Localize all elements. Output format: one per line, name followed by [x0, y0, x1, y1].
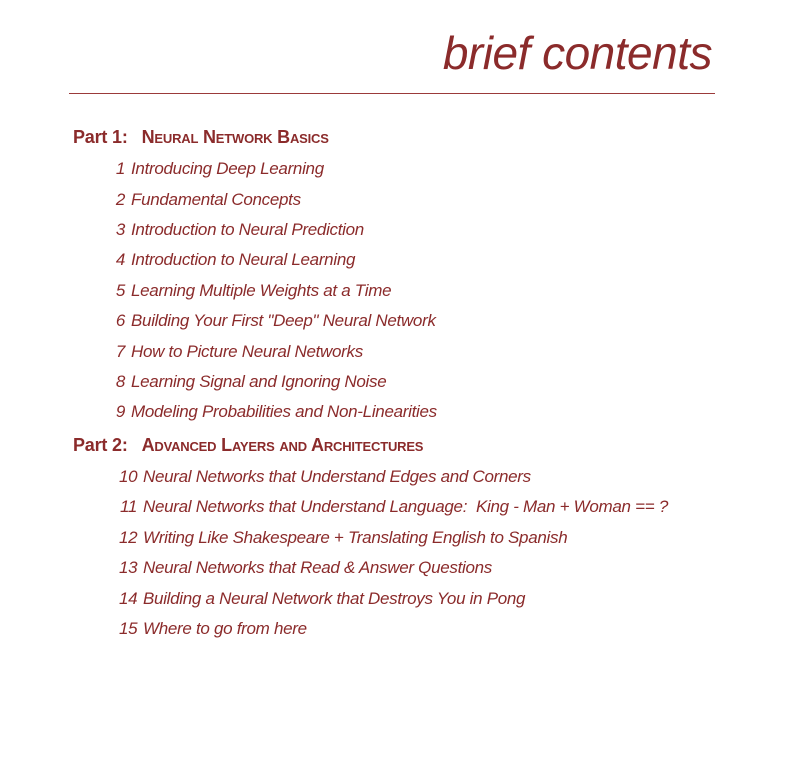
chapter-item: [119, 498, 668, 515]
chapter-item: [115, 312, 436, 329]
chapter-title: Learning Multiple Weights at a Time: [131, 281, 392, 300]
part-label: Part 2:: [73, 435, 128, 455]
chapter-title: Introducing Deep Learning: [131, 159, 324, 178]
chapter-item: [115, 251, 355, 268]
chapter-item: [115, 160, 324, 177]
chapter-item: [115, 373, 386, 390]
chapter-number: 13: [119, 558, 138, 577]
chapter-title: Fundamental Concepts: [131, 190, 301, 209]
chapter-number: 3: [115, 220, 125, 239]
chapter-item: [119, 468, 531, 485]
chapter-number: 8: [115, 372, 125, 391]
part-name: Advanced Layers and Architectures: [141, 435, 424, 455]
chapter-item: [115, 191, 301, 208]
chapter-title: Building a Neural Network that Destroys You in Pong: [143, 589, 526, 608]
chapter-number: 4: [115, 250, 125, 269]
chapter-number: 12: [119, 528, 138, 547]
chapter-number: 11: [119, 497, 137, 516]
chapter-item: [115, 221, 364, 238]
part-label: Part 1:: [73, 127, 128, 147]
chapter-number: 7: [115, 342, 125, 361]
chapter-item: [115, 343, 363, 360]
chapter-number: 14: [119, 589, 138, 608]
chapter-item: [115, 282, 391, 299]
chapter-title: Building Your First "Deep" Neural Network: [131, 311, 436, 330]
chapter-title: Modeling Probabilities and Non-Linearities: [131, 402, 437, 421]
chapter-title: Writing Like Shakespeare + Translating English to Spanish: [143, 528, 568, 547]
chapter-number: 10: [119, 467, 138, 486]
chapter-title: How to Picture Neural Networks: [131, 342, 363, 361]
page-title: brief contents: [442, 27, 712, 79]
chapter-number: 2: [115, 190, 125, 209]
chapter-title: Neural Networks that Understand Edges and Corners: [143, 467, 531, 486]
chapter-item: [119, 529, 567, 546]
chapter-number: 1: [115, 159, 125, 178]
chapter-title: Where to go from here: [143, 619, 307, 638]
part-heading: [73, 128, 329, 146]
part-heading: [73, 436, 423, 454]
chapter-title: Neural Networks that Understand Language: King - Man + Woman == ?: [143, 497, 668, 516]
chapter-item: [119, 590, 525, 607]
chapter-title: Learning Signal and Ignoring Noise: [131, 372, 387, 391]
chapter-number: 5: [115, 281, 125, 300]
chapter-title: Introduction to Neural Prediction: [131, 220, 364, 239]
chapter-number: 9: [115, 402, 125, 421]
title-divider: [69, 93, 715, 94]
chapter-number: 15: [119, 619, 138, 638]
chapter-item: [115, 403, 437, 420]
chapter-item: [119, 559, 492, 576]
chapter-title: Introduction to Neural Learning: [131, 250, 356, 269]
chapter-number: 6: [115, 311, 125, 330]
chapter-title: Neural Networks that Read & Answer Questions: [143, 558, 492, 577]
part-name: Neural Network Basics: [141, 127, 329, 147]
chapter-item: [119, 620, 307, 637]
